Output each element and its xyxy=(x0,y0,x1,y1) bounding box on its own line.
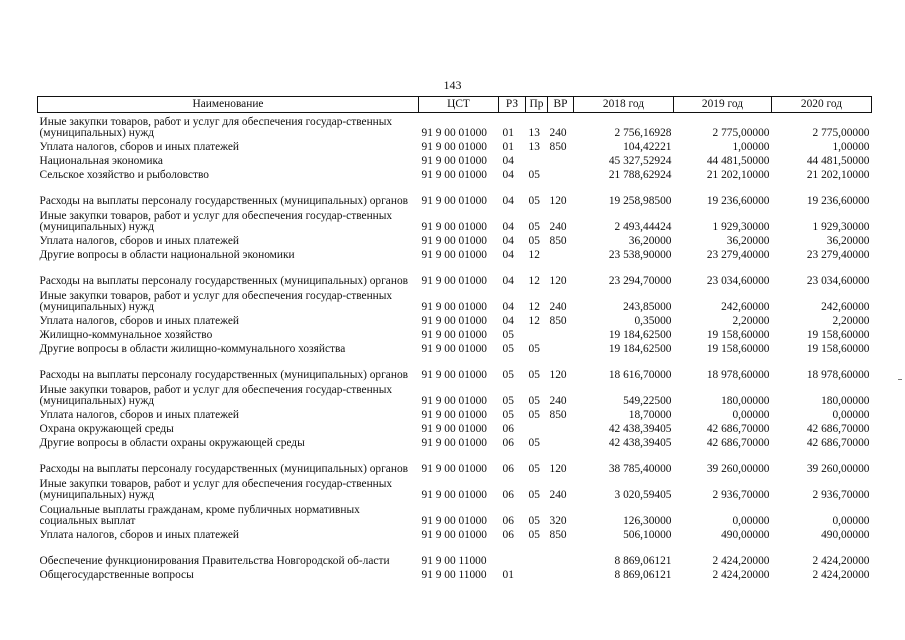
cell-name: Иные закупки товаров, работ и услуг для обеспечения государ-ственных (муниципальных) нужд xyxy=(39,478,393,501)
cell-vr: 850 xyxy=(549,529,567,541)
cell-2019: 242,60000 xyxy=(721,301,770,313)
cell-rz: 06 xyxy=(502,515,514,527)
cell-2018: 8 869,06121 xyxy=(614,555,672,567)
cell-2019: 2 424,20000 xyxy=(712,569,770,581)
cell-2019: 19 158,60000 xyxy=(706,329,770,341)
cell-rz: 04 xyxy=(502,275,514,287)
cell-pr xyxy=(526,421,548,435)
cell-pr: 05 xyxy=(528,369,540,381)
cell-2019: 2,20000 xyxy=(732,315,770,327)
cell-rz: 06 xyxy=(502,463,514,475)
cell-name: Другие вопросы в области национальной экономики xyxy=(39,249,295,261)
cell-vr: 240 xyxy=(549,489,567,501)
table-row xyxy=(38,313,872,327)
cell-2019: 490,00000 xyxy=(721,529,770,541)
cell-2020: 2 775,00000 xyxy=(812,127,870,139)
cell-rz: 06 xyxy=(502,529,514,541)
header-cst: ЦСТ xyxy=(419,97,499,113)
table-row xyxy=(38,181,872,207)
header-2019: 2019 год xyxy=(674,97,772,113)
cell-name: Уплата налогов, сборов и иных платежей xyxy=(39,141,239,153)
cell-name: Расходы на выплаты персоналу государственных (муниципальных) органов xyxy=(39,275,409,287)
cell-pr xyxy=(526,541,548,567)
scan-artifact xyxy=(898,379,902,380)
cell-2019: 23 034,60000 xyxy=(706,275,770,287)
table-body xyxy=(38,113,872,582)
header-name: Наименование xyxy=(38,97,419,113)
cell-pr xyxy=(526,567,548,581)
header-pr: Пр xyxy=(526,97,548,113)
cell-2020: 39 260,00000 xyxy=(806,463,870,475)
cell-vr xyxy=(548,341,574,355)
cell-rz: 04 xyxy=(502,155,514,167)
cell-name: Иные закупки товаров, работ и услуг для обеспечения государ-ственных (муниципальных) нужд xyxy=(39,116,393,139)
cell-vr xyxy=(548,435,574,449)
cell-2020: 180,00000 xyxy=(821,395,870,407)
cell-vr xyxy=(548,247,574,261)
cell-cst: 91 9 00 01000 xyxy=(421,315,487,327)
cell-name: Социальные выплаты гражданам, кроме публичных нормативных социальных выплат xyxy=(39,504,360,527)
cell-2020: 19 236,60000 xyxy=(806,195,870,207)
cell-rz: 05 xyxy=(502,329,514,341)
cell-2019: 0,00000 xyxy=(732,409,770,421)
cell-name: Уплата налогов, сборов и иных платежей xyxy=(39,315,239,327)
cell-pr: 05 xyxy=(528,343,540,355)
cell-pr: 12 xyxy=(528,315,540,327)
cell-2018: 38 785,40000 xyxy=(608,463,672,475)
cell-pr: 05 xyxy=(528,529,540,541)
cell-pr: 05 xyxy=(528,195,540,207)
cell-2018: 104,42221 xyxy=(623,141,672,153)
cell-vr xyxy=(548,541,574,567)
cell-rz: 06 xyxy=(502,489,514,501)
cell-cst: 91 9 00 01000 xyxy=(421,529,487,541)
cell-2020: 2 936,70000 xyxy=(812,489,870,501)
cell-2020: 2 424,20000 xyxy=(812,555,870,567)
cell-cst: 91 9 00 01000 xyxy=(421,169,487,181)
page-number: 143 xyxy=(443,78,462,92)
cell-2018: 8 869,06121 xyxy=(614,569,672,581)
cell-vr: 120 xyxy=(549,369,567,381)
cell-2018: 23 538,90000 xyxy=(608,249,672,261)
cell-2019: 1 929,30000 xyxy=(712,221,770,233)
cell-2019: 36,20000 xyxy=(726,235,770,247)
cell-name: Жилищно-коммунальное хозяйство xyxy=(39,329,213,341)
table-row xyxy=(38,153,872,167)
cell-2018: 506,10000 xyxy=(623,529,672,541)
cell-name: Иные закупки товаров, работ и услуг для обеспечения государ-ственных (муниципальных) нужд xyxy=(39,384,393,407)
cell-2018: 243,85000 xyxy=(623,301,672,313)
cell-rz: 06 xyxy=(502,423,514,435)
cell-pr: 05 xyxy=(528,515,540,527)
cell-2020: 42 686,70000 xyxy=(806,437,870,449)
cell-cst: 91 9 00 01000 xyxy=(421,395,487,407)
cell-vr: 850 xyxy=(549,409,567,421)
cell-2019: 19 236,60000 xyxy=(706,195,770,207)
table-row xyxy=(38,287,872,313)
cell-cst: 91 9 00 01000 xyxy=(421,463,487,475)
cell-2018: 2 493,44424 xyxy=(614,221,672,233)
cell-2018: 42 438,39405 xyxy=(608,423,672,435)
cell-cst: 91 9 00 01000 xyxy=(421,235,487,247)
cell-rz: 05 xyxy=(502,369,514,381)
cell-vr: 120 xyxy=(549,275,567,287)
cell-vr xyxy=(548,567,574,581)
cell-2018: 3 020,59405 xyxy=(614,489,672,501)
cell-cst: 91 9 00 01000 xyxy=(421,127,487,139)
cell-2019: 39 260,00000 xyxy=(706,463,770,475)
cell-2020: 21 202,10000 xyxy=(806,169,870,181)
cell-cst: 91 9 00 01000 xyxy=(421,155,487,167)
cell-cst: 91 9 00 01000 xyxy=(421,249,487,261)
cell-name: Сельское хозяйство и рыболовство xyxy=(39,169,209,181)
table-header xyxy=(38,97,872,113)
cell-rz: 04 xyxy=(502,315,514,327)
cell-2019: 2 936,70000 xyxy=(712,489,770,501)
cell-2020: 23 279,40000 xyxy=(806,249,870,261)
table-row xyxy=(38,541,872,567)
cell-rz: 06 xyxy=(502,437,514,449)
cell-rz: 04 xyxy=(502,221,514,233)
cell-2019: 19 158,60000 xyxy=(706,343,770,355)
cell-2018: 0,35000 xyxy=(634,315,672,327)
budget-table xyxy=(37,96,872,581)
cell-name: Другие вопросы в области жилищно-коммунального хозяйства xyxy=(39,343,346,355)
cell-pr: 12 xyxy=(528,301,540,313)
table-row xyxy=(38,501,872,527)
cell-name: Уплата налогов, сборов и иных платежей xyxy=(39,235,239,247)
cell-cst: 91 9 00 01000 xyxy=(421,329,487,341)
cell-name: Обеспечение функционирования Правительства Новгородской об-ласти xyxy=(39,555,390,567)
cell-name: Уплата налогов, сборов и иных платежей xyxy=(39,529,239,541)
header-2018: 2018 год xyxy=(574,97,674,113)
cell-2018: 42 438,39405 xyxy=(608,437,672,449)
cell-2018: 23 294,70000 xyxy=(608,275,672,287)
cell-cst: 91 9 00 01000 xyxy=(421,343,487,355)
cell-cst: 91 9 00 01000 xyxy=(421,221,487,233)
cell-2018: 18 616,70000 xyxy=(608,369,672,381)
table-row xyxy=(38,113,872,140)
cell-2018: 36,20000 xyxy=(628,235,672,247)
cell-name: Расходы на выплаты персоналу государственных (муниципальных) органов xyxy=(39,463,409,475)
cell-rz: 04 xyxy=(502,249,514,261)
table-row xyxy=(38,327,872,341)
cell-2020: 36,20000 xyxy=(826,235,870,247)
table-row xyxy=(38,567,872,581)
table-row xyxy=(38,341,872,355)
cell-2020: 44 481,50000 xyxy=(806,155,870,167)
cell-rz: 01 xyxy=(502,141,514,153)
cell-vr: 120 xyxy=(549,195,567,207)
cell-2020: 1 929,30000 xyxy=(812,221,870,233)
cell-name: Другие вопросы в области охраны окружающей среды xyxy=(39,437,305,449)
cell-rz: 05 xyxy=(502,409,514,421)
cell-cst: 91 9 00 11000 xyxy=(421,555,487,567)
cell-vr: 320 xyxy=(549,515,567,527)
table-row xyxy=(38,355,872,381)
cell-2018: 45 327,52924 xyxy=(608,155,672,167)
cell-vr: 850 xyxy=(549,315,567,327)
cell-2020: 2,20000 xyxy=(832,315,870,327)
cell-vr: 850 xyxy=(549,235,567,247)
cell-vr: 240 xyxy=(549,221,567,233)
table-row xyxy=(38,407,872,421)
table-row xyxy=(38,435,872,449)
cell-2020: 2 424,20000 xyxy=(812,569,870,581)
cell-rz: 04 xyxy=(502,169,514,181)
cell-pr xyxy=(526,327,548,341)
cell-2018: 18,70000 xyxy=(628,409,672,421)
cell-2019: 0,00000 xyxy=(732,515,770,527)
table-row xyxy=(38,247,872,261)
cell-2019: 180,00000 xyxy=(721,395,770,407)
cell-2019: 23 279,40000 xyxy=(706,249,770,261)
cell-2018: 549,22500 xyxy=(623,395,672,407)
table-row xyxy=(38,261,872,287)
cell-rz: 05 xyxy=(502,343,514,355)
cell-pr: 12 xyxy=(528,275,540,287)
cell-pr: 05 xyxy=(528,437,540,449)
cell-2019: 42 686,70000 xyxy=(706,423,770,435)
cell-cst: 91 9 00 01000 xyxy=(421,141,487,153)
cell-2020: 19 158,60000 xyxy=(806,343,870,355)
cell-2019: 44 481,50000 xyxy=(706,155,770,167)
cell-name: Расходы на выплаты персоналу государственных (муниципальных) органов xyxy=(39,195,409,207)
cell-cst: 91 9 00 01000 xyxy=(421,301,487,313)
cell-pr: 05 xyxy=(528,221,540,233)
cell-pr: 05 xyxy=(528,463,540,475)
table-row xyxy=(38,139,872,153)
cell-rz: 04 xyxy=(502,195,514,207)
cell-pr: 05 xyxy=(528,489,540,501)
cell-vr xyxy=(548,327,574,341)
header-vr: ВР xyxy=(548,97,574,113)
cell-rz: 04 xyxy=(502,235,514,247)
cell-name: Национальная экономика xyxy=(39,155,163,167)
cell-2018: 21 788,62924 xyxy=(608,169,672,181)
cell-2020: 19 158,60000 xyxy=(806,329,870,341)
cell-name: Расходы на выплаты персоналу государственных (муниципальных) органов xyxy=(39,369,409,381)
cell-cst: 91 9 00 01000 xyxy=(421,489,487,501)
cell-rz xyxy=(499,541,526,567)
cell-2019: 2 424,20000 xyxy=(712,555,770,567)
table-row xyxy=(38,527,872,541)
cell-rz: 04 xyxy=(502,301,514,313)
cell-cst: 91 9 00 01000 xyxy=(421,423,487,435)
cell-rz: 05 xyxy=(502,395,514,407)
cell-2020: 18 978,60000 xyxy=(806,369,870,381)
cell-2018: 19 184,62500 xyxy=(608,343,672,355)
cell-pr: 05 xyxy=(528,409,540,421)
table-row xyxy=(38,167,872,181)
cell-vr xyxy=(548,421,574,435)
header-rz: РЗ xyxy=(499,97,526,113)
header-row xyxy=(38,97,872,113)
cell-2018: 19 258,98500 xyxy=(608,195,672,207)
cell-2019: 1,00000 xyxy=(732,141,770,153)
cell-cst: 91 9 00 01000 xyxy=(421,437,487,449)
cell-name: Охрана окружающей среды xyxy=(39,423,174,435)
cell-cst: 91 9 00 01000 xyxy=(421,409,487,421)
cell-pr: 12 xyxy=(528,249,540,261)
cell-vr: 120 xyxy=(549,463,567,475)
header-2020: 2020 год xyxy=(772,97,872,113)
cell-name: Уплата налогов, сборов и иных платежей xyxy=(39,409,239,421)
table-row xyxy=(38,449,872,475)
table-row xyxy=(38,233,872,247)
cell-vr: 240 xyxy=(549,127,567,139)
table-row xyxy=(38,421,872,435)
table-row xyxy=(38,475,872,501)
cell-name: Общегосударственные вопросы xyxy=(39,569,194,581)
cell-rz: 01 xyxy=(502,569,514,581)
table-row xyxy=(38,381,872,407)
table-row xyxy=(38,207,872,233)
cell-pr: 05 xyxy=(528,395,540,407)
cell-pr: 05 xyxy=(528,169,540,181)
cell-cst: 91 9 00 01000 xyxy=(421,195,487,207)
cell-2019: 42 686,70000 xyxy=(706,437,770,449)
cell-name: Иные закупки товаров, работ и услуг для обеспечения государ-ственных (муниципальных) нужд xyxy=(39,290,393,313)
cell-pr: 05 xyxy=(528,235,540,247)
cell-vr xyxy=(548,153,574,167)
cell-2018: 2 756,16928 xyxy=(614,127,672,139)
cell-vr: 240 xyxy=(549,395,567,407)
cell-2018: 126,30000 xyxy=(623,515,672,527)
cell-cst: 91 9 00 01000 xyxy=(421,515,487,527)
cell-2019: 21 202,10000 xyxy=(706,169,770,181)
cell-2020: 242,60000 xyxy=(821,301,870,313)
cell-pr: 13 xyxy=(528,127,540,139)
cell-vr xyxy=(548,167,574,181)
cell-vr: 850 xyxy=(549,141,567,153)
cell-2019: 2 775,00000 xyxy=(712,127,770,139)
cell-rz: 01 xyxy=(502,127,514,139)
cell-pr: 13 xyxy=(528,141,540,153)
cell-cst: 91 9 00 11000 xyxy=(421,569,487,581)
cell-2018: 19 184,62500 xyxy=(608,329,672,341)
cell-pr xyxy=(526,153,548,167)
cell-2020: 0,00000 xyxy=(832,409,870,421)
cell-cst: 91 9 00 01000 xyxy=(421,369,487,381)
cell-vr: 240 xyxy=(549,301,567,313)
cell-2020: 1,00000 xyxy=(832,141,870,153)
cell-cst: 91 9 00 01000 xyxy=(421,275,487,287)
cell-name: Иные закупки товаров, работ и услуг для обеспечения государ-ственных (муниципальных) нужд xyxy=(39,210,393,233)
cell-2020: 23 034,60000 xyxy=(806,275,870,287)
cell-2020: 0,00000 xyxy=(832,515,870,527)
cell-2019: 18 978,60000 xyxy=(706,369,770,381)
cell-2020: 42 686,70000 xyxy=(806,423,870,435)
cell-2020: 490,00000 xyxy=(821,529,870,541)
